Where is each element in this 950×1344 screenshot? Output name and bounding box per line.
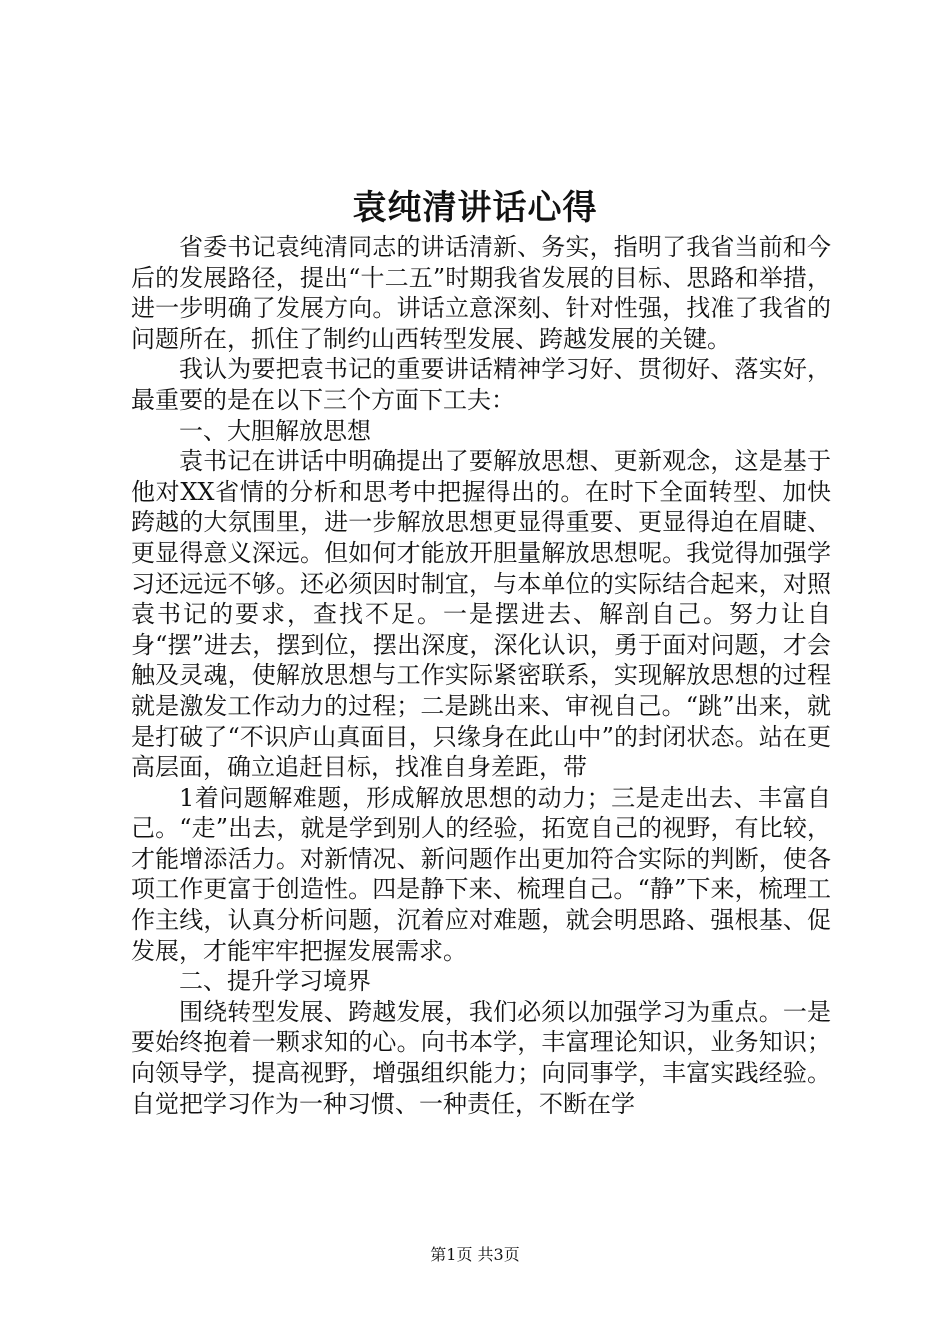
paragraph: 袁书记在讲话中明确提出了要解放思想、更新观念，这是基于他对XX省情的分析和思考中把握得出的。在时下全面转型、加快跨越的大氛围里，进一步解放思想更显得重要、更显得迫在眉睫、更显得意义深远。但如何才能放开胆量解放思想呢。我觉得加强学习还远远不够。还必须因时制宜，与本单位的实际结合起来，对照袁书记的要求，查找不足。一是摆进去、解剖自己。努力让自身“摆”进去，摆到位，摆出深度，深化认识，勇于面对问题，才会触及灵魂，使解放思想与工作实际紧密联系，实现解放思想的过程就是激发工作动力的过程；二是跳出来、审视自己。“跳”出来，就是打破了“不识庐山真面目，只缘身在此山中”的封闭状态。站在更高层面，确立追赶目标，找准自身差距，带 xyxy=(131,447,831,782)
paragraph: 我认为要把袁书记的重要讲话精神学习好、贯彻好、落实好，最重要的是在以下三个方面下工夫： xyxy=(131,355,831,414)
paragraph: 1着问题解难题，形成解放思想的动力；三是走出去、丰富自己。“走”出去，就是学到别人的经验，拓宽自己的视野，有比较，才能增添活力。对新情况、新问题作出更加符合实际的判断，使各项工作更富于创造性。四是静下来、梳理自己。“静”下来，梳理工作主线，认真分析问题，沉着应对难题，就会明思路、强根基、促发展，才能牢牢把握发展需求。 xyxy=(131,783,831,965)
section-heading: 二、提升学习境界 xyxy=(179,967,371,996)
paragraph: 围绕转型发展、跨越发展，我们必须以加强学习为重点。一是要始终抱着一颗求知的心。向书本学，丰富理论知识，业务知识；向领导学，提高视野，增强组织能力；向同事学，丰富实践经验。自觉把学习作为一种习惯、一种责任，不断在学 xyxy=(131,997,831,1118)
document-title: 袁纯清讲话心得 xyxy=(352,188,598,228)
page-number-footer: 第1页 共3页 xyxy=(430,1245,520,1264)
document-body xyxy=(131,232,831,1119)
paragraph: 省委书记袁纯清同志的讲话清新、务实，指明了我省当前和今后的发展路径，提出“十二五”时期我省发展的目标、思路和举措，进一步明确了发展方向。讲话立意深刻、针对性强，找准了我省的问题所在，抓住了制约山西转型发展、跨越发展的关键。 xyxy=(131,233,831,353)
section-heading: 一、大胆解放思想 xyxy=(179,416,371,445)
